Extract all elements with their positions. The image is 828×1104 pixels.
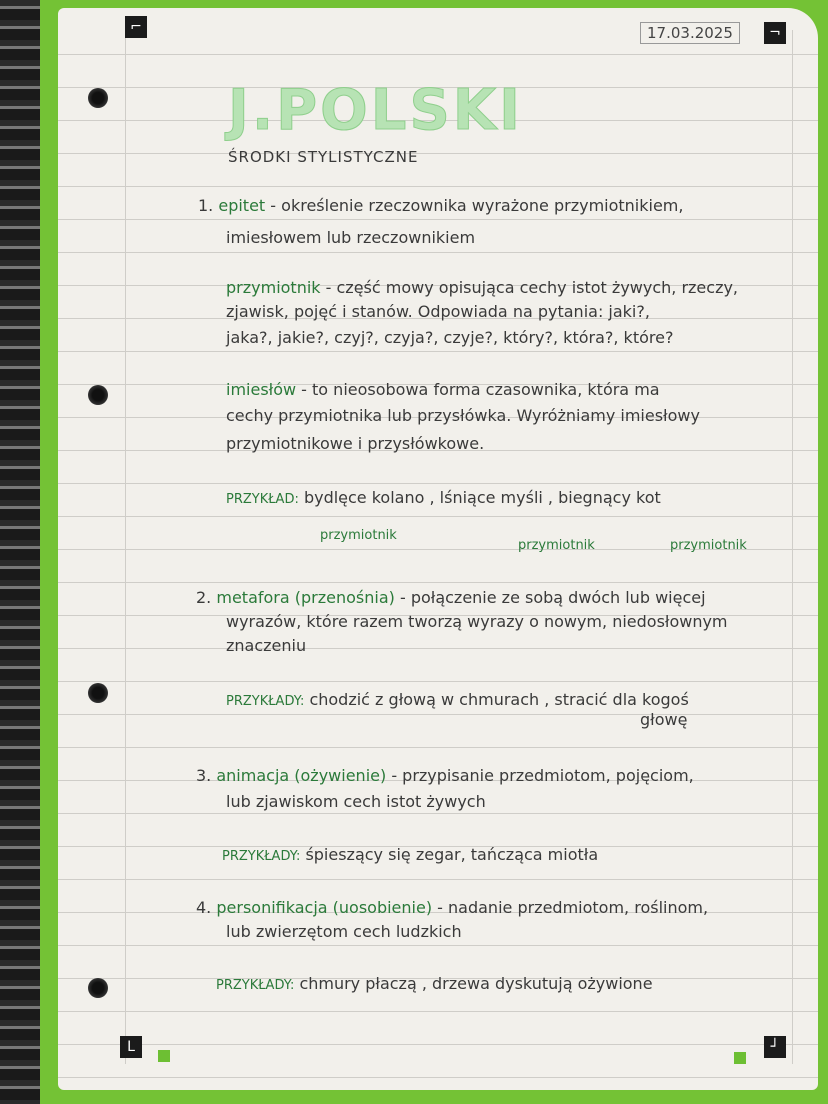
punch-hole (88, 88, 108, 108)
item-line: imiesłowem lub rzeczownikiem (226, 228, 476, 247)
example-line: PRZYKŁADY: chodzić z głową w chmurach , stracić dla kogoś (226, 690, 689, 709)
item-line: 1. epitet - określenie rzeczownika wyrażone przymiotnikiem, (198, 196, 684, 215)
corner-marker-icon: ⌐ (125, 16, 147, 38)
subtitle: ŚRODKI STYLISTYCZNE (228, 148, 419, 166)
item-line: lub zwierzętom cech ludzkich (226, 922, 462, 941)
green-square-icon (158, 1050, 170, 1062)
item-line: jaka?, jakie?, czyj?, czyja?, czyje?, który?, która?, które? (226, 328, 674, 347)
punch-hole (88, 978, 108, 998)
example-line: głowę (640, 710, 688, 729)
green-square-icon (734, 1052, 746, 1064)
item-line: 2. metafora (przenośnia) - połączenie ze sobą dwóch lub więcej (196, 588, 706, 607)
date: 17.03.2025 (640, 22, 740, 44)
item-line: przymiotnik - część mowy opisująca cechy istot żywych, rzeczy, (226, 278, 739, 297)
item-line: 3. animacja (ożywienie) - przypisanie przedmiotom, pojęciom, (196, 766, 694, 785)
corner-marker-icon: L (120, 1036, 142, 1058)
annotation: przymiotnik (670, 538, 747, 553)
item-line: zjawisk, pojęć i stanów. Odpowiada na pytania: jaki?, (226, 302, 650, 321)
punch-hole (88, 683, 108, 703)
margin-line-right (792, 30, 793, 1064)
punch-hole (88, 385, 108, 405)
item-line: cechy przymiotnika lub przysłówka. Wyróżniamy imiesłowy (226, 406, 700, 425)
item-line: 4. personifikacja (uosobienie) - nadanie przedmiotom, roślinom, (196, 898, 709, 917)
term: epitet (218, 196, 266, 215)
page-title: J.POLSKI (228, 78, 524, 143)
corner-marker-icon: ¬ (764, 22, 786, 44)
example-line: PRZYKŁAD: bydlęce kolano , lśniące myśli , biegnący kot (226, 488, 661, 507)
annotation: przymiotnik (320, 528, 397, 543)
item-line: znaczeniu (226, 636, 307, 655)
example-line: PRZYKŁADY: śpieszący się zegar, tańcząca miotła (222, 845, 599, 864)
item-line: wyrazów, które razem tworzą wyrazy o nowym, niedosłownym (226, 612, 728, 631)
item-line: przymiotnikowe i przysłówkowe. (226, 434, 485, 453)
margin-line-left (125, 30, 126, 1064)
annotation: przymiotnik (518, 538, 595, 553)
item-line: lub zjawiskom cech istot żywych (226, 792, 486, 811)
example-line: PRZYKŁADY: chmury płaczą , drzewa dyskutują ożywione (216, 974, 653, 993)
item-line: imiesłów - to nieosobowa forma czasownika, która ma (226, 380, 660, 399)
corner-marker-icon: ┘ (764, 1036, 786, 1058)
notebook-spiral (0, 0, 44, 1104)
